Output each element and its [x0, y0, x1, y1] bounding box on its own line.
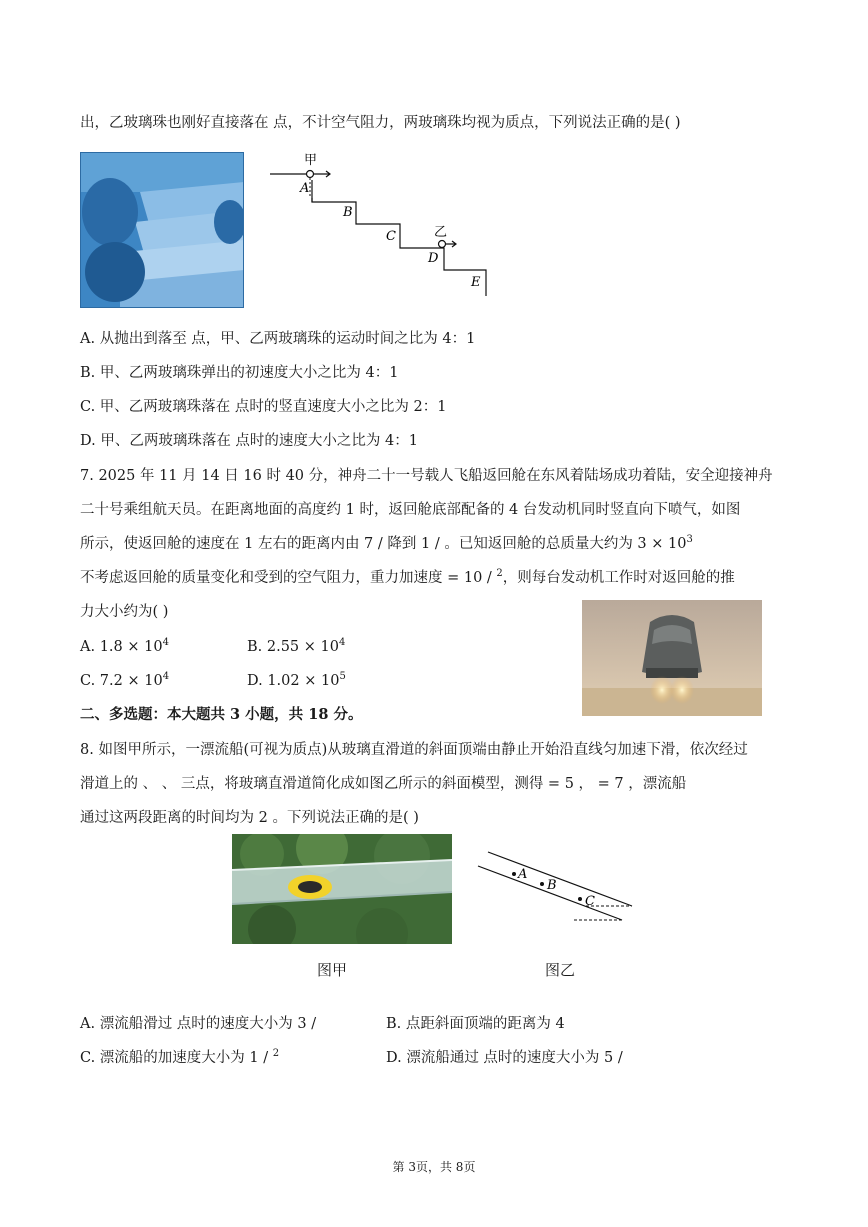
- glass-marble-staircase-photo: [80, 152, 244, 308]
- q7-option-d: D. $1.02 \times 10^5$: [247, 671, 346, 689]
- label-D: D: [428, 251, 439, 266]
- q7-line-2: 二十号乘组航天员。在距离地面的高度约 1 时，返回舱底部配备的 4 台发动机同时竖直向下喷气，如图: [80, 502, 741, 518]
- q7-line-3: 所示，使返回舱的速度在 1 左右的距离内由 7 / 降到 1 / 。已知返回舱的总质量大约为 $3 \times 10^3$: [80, 534, 693, 552]
- q7-line-5: 力大小约为( ): [80, 604, 169, 620]
- figure-jia-caption: 图甲: [317, 961, 348, 979]
- label-C: C: [386, 229, 396, 244]
- q8-line-3: 通过这两段距离的时间均为 2 。下列说法正确的是( ): [80, 810, 419, 826]
- point-C-dot: [578, 897, 582, 901]
- q7-line-1: 7. 2025 年 11 月 14 日 16 时 40 分，神舟二十一号载人飞船返回舱在东风着陆场成功着陆，安全迎接神舟: [80, 468, 773, 484]
- glass-slide-raft-photo: [232, 834, 452, 944]
- section-2-heading: 二、多选题：本大题共 3 小题，共 18 分。: [80, 706, 363, 723]
- q7-line-4: 不考虑返回舱的质量变化和受到的空气阻力，重力加速度 = 10 / $^2$，则每台发动机工作时对返回舱的推: [80, 568, 735, 586]
- arrow-yi-icon: [446, 241, 456, 247]
- staircase-projectile-diagram: [266, 150, 496, 300]
- q7-option-c: C. $7.2 \times 10^4$: [80, 671, 170, 689]
- staircase-steps: [312, 198, 486, 296]
- q8-option-a: A. 漂流船滑过 点时的速度大小为 3 /: [80, 1016, 317, 1032]
- page-footer: 第 3页，共 8页: [392, 1160, 476, 1174]
- label-B: B: [547, 878, 557, 893]
- label-E: E: [471, 275, 481, 290]
- q7-option-a: A. $1.8 \times 10^4$: [80, 637, 169, 655]
- incline-upper-edge: [488, 852, 632, 906]
- label-jia: 甲: [304, 153, 318, 168]
- q6-option-a: A. 从抛出到落至 点，甲、乙两玻璃珠的运动时间之比为 4：1: [80, 331, 476, 347]
- arrow-jia-icon: [322, 171, 330, 177]
- q8-line-2: 滑道上的 、 、 三点，将玻璃直滑道简化成如图乙所示的斜面模型，测得 = 5 ， = 7 ，漂流船: [80, 776, 687, 792]
- question-6-text-line: 出，乙玻璃珠也刚好直接落在 点，不计空气阻力，两玻璃珠均视为质点，下列说法正确的是( ): [80, 115, 681, 131]
- q8-line-1: 8. 如图甲所示，一漂流船(可视为质点)从玻璃直滑道的斜面顶端由静止开始沿直线匀加速下滑，依次经过: [80, 742, 748, 758]
- marble-jia: [307, 171, 314, 178]
- point-A-dot: [512, 872, 516, 876]
- label-C: C: [585, 894, 595, 909]
- q8-option-b: B. 点距斜面顶端的距离为 4: [386, 1016, 565, 1032]
- label-A: A: [300, 181, 310, 196]
- q7-option-b: B. $2.55 \times 10^4$: [247, 637, 346, 655]
- label-B: B: [343, 205, 353, 220]
- q6-option-c: C. 甲、乙两玻璃珠落在 点时的竖直速度大小之比为 2：1: [80, 399, 447, 415]
- incline-lower-edge: [478, 866, 622, 920]
- q8-option-d: D. 漂流船通过 点时的速度大小为 5 /: [386, 1050, 623, 1066]
- label-A: A: [518, 867, 528, 882]
- return-capsule-photo: [582, 600, 762, 716]
- point-B-dot: [540, 882, 544, 886]
- label-yi: 乙: [434, 225, 448, 240]
- incline-model-diagram: [474, 848, 644, 928]
- figure-yi-caption: 图乙: [545, 961, 576, 979]
- q6-option-d: D. 甲、乙两玻璃珠落在 点时的速度大小之比为 4：1: [80, 433, 418, 449]
- q6-option-b: B. 甲、乙两玻璃珠弹出的初速度大小之比为 4：1: [80, 365, 399, 381]
- marble-yi: [439, 241, 446, 248]
- q8-option-c: C. 漂流船的加速度大小为 1 / $^2$: [80, 1048, 280, 1066]
